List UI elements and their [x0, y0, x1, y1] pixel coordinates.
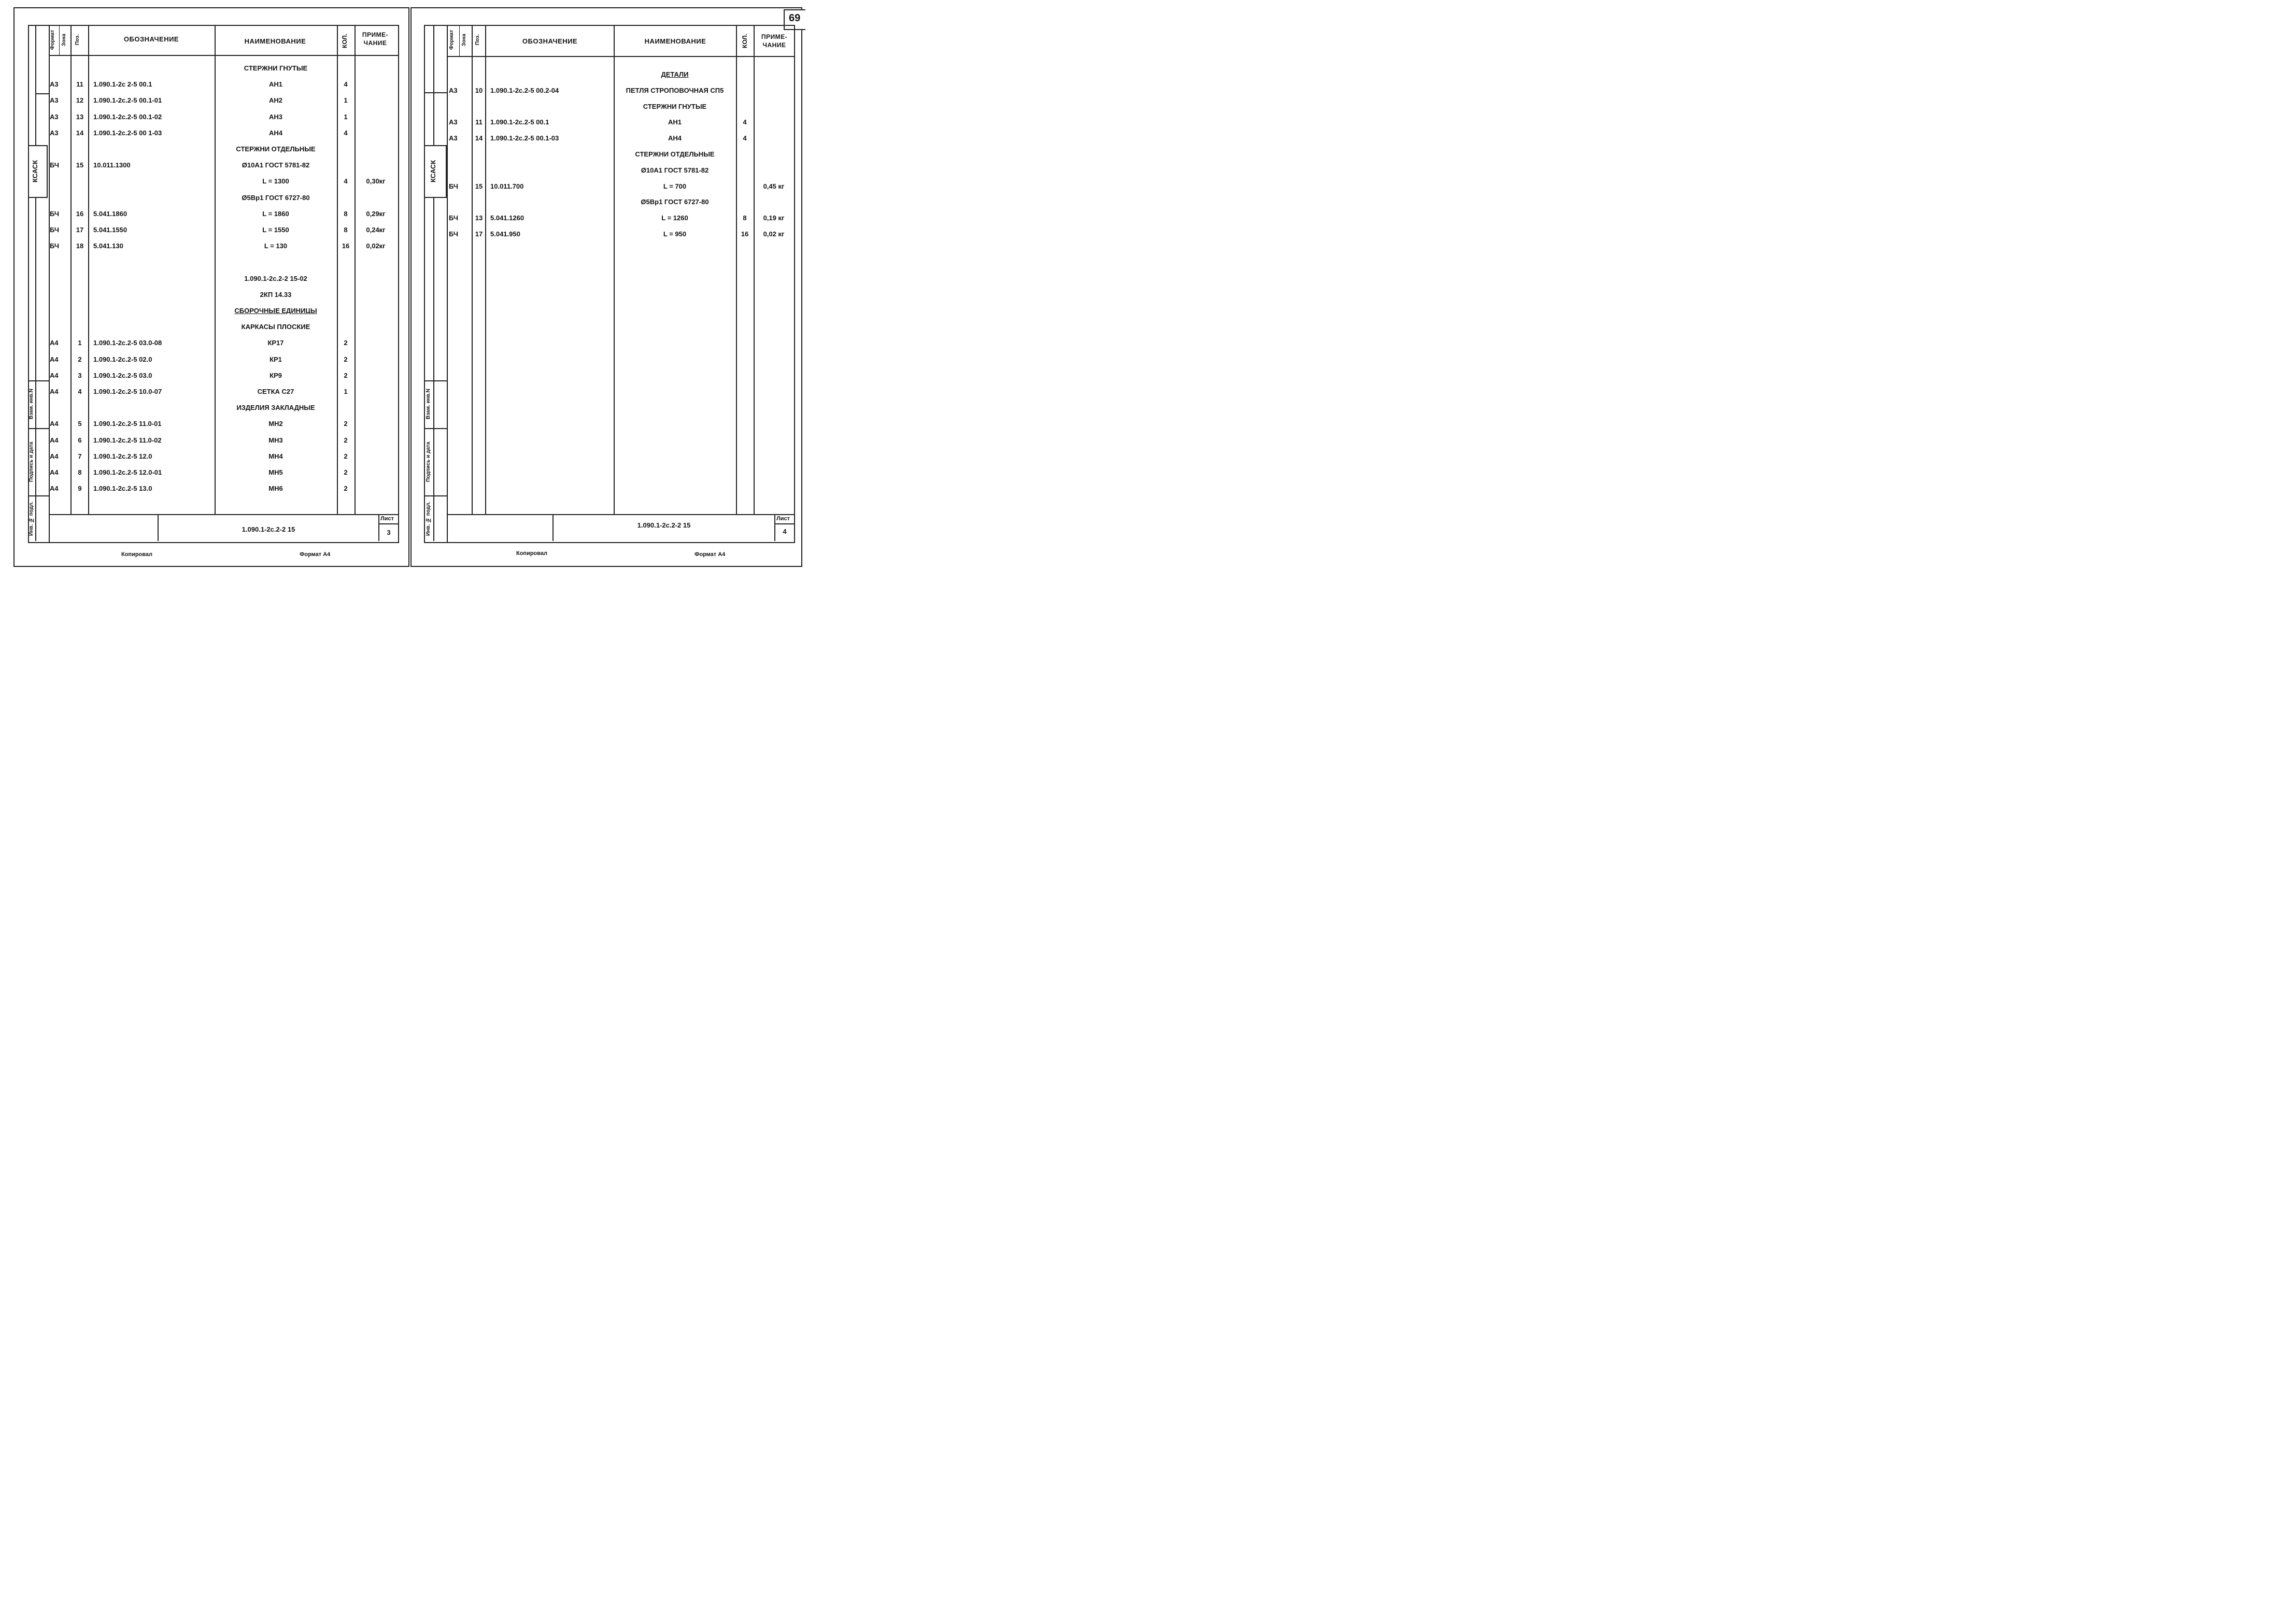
right-row-3-format: А3	[449, 118, 458, 126]
right-sheet-label: Лист	[776, 516, 790, 522]
right-vline-name	[614, 25, 615, 514]
right-row-6-name: Ø10А1 ГОСТ 5781-82	[641, 166, 709, 174]
left-row-22-pos: 5	[78, 420, 82, 428]
left-row-26-format: А4	[50, 485, 59, 493]
left-row-25-designation: 1.090.1-2с.2-5 12.0-01	[93, 468, 162, 476]
left-titleblock-top	[49, 514, 398, 515]
right-side-div	[433, 25, 434, 541]
left-row-0-name: СТЕРЖНИ ГНУТЫЕ	[244, 64, 308, 72]
left-row-20-qty: 1	[344, 388, 348, 395]
left-vline-note	[355, 25, 356, 514]
left-side-top-cut	[35, 93, 49, 94]
left-row-4-qty: 4	[344, 129, 348, 137]
right-row-10-format: БЧ	[449, 230, 458, 238]
left-kcack-label: КСАСК	[31, 160, 39, 182]
right-row-1-format: А3	[449, 86, 458, 94]
left-row-20-pos: 4	[78, 388, 82, 395]
left-row-10-qty: 8	[344, 226, 348, 234]
right-row-7-name: L = 700	[663, 182, 687, 190]
left-row-6-designation: 10.011.1300	[93, 161, 131, 169]
left-spec-sheet	[28, 25, 399, 543]
left-row-20-name: СЕТКА С27	[257, 388, 294, 395]
left-row-23-pos: 6	[78, 436, 82, 444]
left-row-4-format: А3	[50, 129, 59, 137]
left-row-4-designation: 1.090.1-2с.2-5 00 1-03	[93, 129, 162, 137]
left-row-7-qty: 4	[344, 177, 348, 186]
right-row-1-designation: 1.090.1-2с.2-5 00.2-04	[490, 86, 559, 94]
left-row-24-pos: 7	[78, 452, 82, 460]
left-row-10-note: 0,24кг	[366, 226, 386, 234]
left-inv-podl-label: Инв. № подл.	[29, 501, 34, 536]
left-col-zone: Зона	[61, 34, 67, 46]
right-col-zone: Зона	[461, 34, 467, 46]
left-col-name: НАИМЕНОВАНИЕ	[244, 37, 306, 45]
right-sheet-number: 4	[783, 528, 787, 535]
left-row-9-name: L = 1860	[262, 209, 289, 218]
left-row-24-qty: 2	[344, 452, 348, 460]
right-row-7-pos: 15	[475, 182, 483, 190]
right-row-1-name: ПЕТЛЯ СТРОПОВОЧНАЯ СП5	[626, 86, 724, 94]
left-row-11-note: 0,02кг	[366, 242, 386, 250]
right-row-7-designation: 10.011.700	[490, 182, 524, 190]
left-row-10-name: L = 1550	[262, 226, 289, 234]
right-stamp-h1	[424, 380, 447, 381]
right-row-10-note: 0,02 кг	[763, 230, 785, 238]
right-footer-copied: Копировал	[516, 550, 548, 557]
left-row-11-name: L = 130	[264, 242, 288, 250]
left-sheet-label: Лист	[380, 516, 394, 522]
right-col-pos: Поз.	[475, 34, 480, 46]
right-row-3-pos: 11	[475, 118, 483, 126]
left-col-designation: ОБОЗНАЧЕНИЕ	[123, 35, 179, 43]
left-vline-zone	[59, 25, 60, 55]
left-row-5-name: СТЕРЖНИ ОТДЕЛЬНЫЕ	[236, 145, 316, 153]
right-row-3-qty: 4	[743, 118, 747, 126]
left-row-3-designation: 1.090.1-2с.2-5 00.1-02	[93, 112, 162, 121]
left-row-10-designation: 5.041.1550	[93, 226, 127, 234]
left-row-26-qty: 2	[344, 485, 348, 493]
right-row-4-designation: 1.090.1-2с.2-5 00.1-03	[490, 134, 559, 143]
left-row-14-name: 2КП 14.33	[260, 290, 292, 298]
right-kcack-label: КСАСК	[429, 160, 437, 182]
left-row-9-note: 0,29кг	[366, 209, 386, 218]
right-row-2-name: СТЕРЖНИ ГНУТЫЕ	[643, 102, 707, 110]
left-row-1-qty: 4	[344, 80, 348, 89]
left-row-3-qty: 1	[344, 112, 348, 121]
left-row-9-designation: 5.041.1860	[93, 209, 127, 218]
right-titleblock-h	[774, 523, 794, 524]
left-col-qty: КОЛ.	[341, 33, 348, 49]
right-col-format: Формат	[449, 30, 455, 50]
right-row-4-name: АН4	[668, 134, 682, 143]
left-row-9-format: БЧ	[50, 209, 59, 218]
left-row-22-format: А4	[50, 420, 59, 428]
left-row-3-name: АН3	[268, 112, 282, 121]
left-row-20-designation: 1.090.1-2с.2-5 10.0-07	[93, 388, 162, 395]
left-row-25-name: МН5	[268, 468, 283, 476]
left-stamp-h2	[28, 428, 49, 429]
left-footer-copied: Копировал	[121, 551, 153, 558]
left-row-11-pos: 18	[76, 242, 84, 250]
right-row-5-name: СТЕРЖНИ ОТДЕЛЬНЫЕ	[635, 150, 715, 158]
right-vline-design	[485, 25, 486, 514]
right-doc-code: 1.090.1-2с.2-2 15	[637, 521, 691, 529]
left-row-10-pos: 17	[76, 226, 84, 234]
left-row-25-pos: 8	[78, 468, 82, 476]
right-stamp-h2	[424, 428, 447, 429]
left-row-17-pos: 1	[78, 339, 82, 347]
page-number-corner: 69	[789, 12, 801, 24]
right-spec-sheet	[424, 25, 795, 543]
right-row-10-pos: 17	[475, 230, 483, 238]
left-row-18-qty: 2	[344, 355, 348, 363]
left-row-22-designation: 1.090.1-2с.2-5 11.0-01	[93, 420, 162, 428]
left-titleblock-h	[378, 523, 398, 524]
right-row-1-pos: 10	[475, 86, 483, 94]
left-footer-format: Формат А4	[300, 551, 331, 558]
left-titleblock-v2	[378, 514, 379, 541]
left-row-22-name: МН2	[268, 420, 283, 428]
left-row-23-designation: 1.090.1-2с.2-5 11.0-02	[93, 436, 162, 444]
right-titleblock-top	[447, 514, 794, 515]
left-row-6-format: БЧ	[50, 161, 59, 169]
right-podpis-label: Подпись и дата	[426, 442, 431, 482]
left-row-19-pos: 3	[78, 371, 82, 379]
left-row-2-pos: 12	[76, 96, 84, 105]
right-col-name: НАИМЕНОВАНИЕ	[644, 37, 706, 45]
left-row-4-pos: 14	[76, 129, 84, 137]
right-row-3-designation: 1.090.1-2с.2-5 00.1	[490, 118, 549, 126]
left-row-20-format: А4	[50, 388, 59, 395]
left-sheet-number: 3	[387, 529, 391, 536]
left-row-24-format: А4	[50, 452, 59, 460]
left-row-2-qty: 1	[344, 96, 348, 105]
left-row-26-name: МН6	[268, 485, 283, 493]
left-doc-code: 1.090.1-2с.2-2 15	[242, 525, 295, 533]
left-row-24-designation: 1.090.1-2с.2-5 12.0	[93, 452, 152, 460]
left-row-18-designation: 1.090.1-2с.2-5 02.0	[93, 355, 152, 363]
left-row-17-format: А4	[50, 339, 59, 347]
left-row-3-format: А3	[50, 112, 59, 121]
right-vline-pos	[472, 25, 473, 514]
right-row-9-pos: 13	[475, 214, 483, 222]
right-col-note-1: ПРИМЕ-	[761, 33, 788, 40]
right-row-3-name: АН1	[668, 118, 682, 126]
left-header-bottom	[49, 55, 398, 56]
left-row-17-qty: 2	[344, 339, 348, 347]
left-row-18-name: КР1	[270, 355, 282, 363]
left-col-note-1: ПРИМЕ-	[362, 31, 389, 38]
right-inv-podl-label: Инв. № подл.	[426, 501, 431, 536]
left-stamp-h3	[28, 495, 49, 496]
left-row-17-name: КР17	[267, 339, 284, 347]
right-side-top-cut	[424, 92, 447, 93]
right-col-designation: ОБОЗНАЧЕНИЕ	[522, 37, 578, 45]
right-row-9-name: L = 1260	[661, 214, 688, 222]
right-row-9-note: 0,19 кг	[763, 214, 785, 222]
left-row-19-name: КР9	[270, 371, 282, 379]
left-row-2-name: АН2	[268, 96, 282, 105]
right-row-9-qty: 8	[743, 214, 747, 222]
left-row-23-qty: 2	[344, 436, 348, 444]
left-row-2-format: А3	[50, 96, 59, 105]
right-vline-note	[754, 25, 755, 514]
left-col-note-2: ЧАНИЕ	[363, 39, 387, 47]
left-row-23-format: А4	[50, 436, 59, 444]
right-row-4-pos: 14	[475, 134, 483, 143]
left-col-pos: Поз.	[75, 34, 80, 46]
left-row-18-format: А4	[50, 355, 59, 363]
right-row-7-format: БЧ	[449, 182, 458, 190]
left-podpis-label: Подпись и дата	[29, 442, 34, 482]
left-row-26-designation: 1.090.1-2с.2-5 13.0	[93, 485, 152, 493]
right-row-9-designation: 5.041.1260	[490, 214, 525, 222]
left-col-format: Формат	[50, 30, 55, 50]
left-row-24-name: МН4	[268, 452, 283, 460]
left-row-22-qty: 2	[344, 420, 348, 428]
left-row-19-format: А4	[50, 371, 59, 379]
left-row-1-format: А3	[50, 80, 59, 89]
right-vline-zone	[459, 25, 460, 56]
left-row-19-designation: 1.090.1-2с.2-5 03.0	[93, 371, 152, 379]
left-row-11-designation: 5.041.130	[93, 242, 123, 250]
left-row-1-designation: 1.090.1-2с 2-5 00.1	[93, 80, 152, 89]
left-row-3-pos: 13	[76, 112, 84, 121]
right-vzam-inv-label: Взам. инв.N	[426, 389, 431, 420]
right-stamp-h3	[424, 495, 447, 496]
left-vzam-inv-label: Взам. инв.N	[29, 389, 34, 420]
right-row-4-format: А3	[449, 134, 458, 143]
left-row-9-qty: 8	[344, 209, 348, 218]
right-row-7-note: 0,45 кг	[763, 182, 785, 190]
left-row-25-format: А4	[50, 468, 59, 476]
right-col-qty: КОЛ.	[741, 33, 748, 49]
left-row-23-name: МН3	[268, 436, 283, 444]
left-row-2-designation: 1.090.1-2с.2-5 00.1-01	[93, 96, 162, 105]
left-row-17-designation: 1.090.1-2с.2-5 03.0-08	[93, 339, 162, 347]
left-row-11-format: БЧ	[50, 242, 59, 250]
left-row-13-name: 1.090.1-2с.2-2 15-02	[244, 274, 307, 282]
right-row-10-designation: 5.041.950	[490, 230, 520, 238]
left-row-19-qty: 2	[344, 371, 348, 379]
right-footer-format: Формат А4	[695, 551, 726, 558]
left-row-1-pos: 11	[76, 80, 83, 89]
left-row-7-note: 0,30кг	[366, 177, 386, 186]
right-row-10-name: L = 950	[663, 230, 687, 238]
right-header-bottom	[447, 56, 794, 57]
left-row-25-qty: 2	[344, 468, 348, 476]
left-row-21-name: ИЗДЕЛИЯ ЗАКЛАДНЫЕ	[236, 404, 315, 412]
left-row-6-pos: 15	[76, 161, 84, 169]
left-row-1-name: АН1	[268, 80, 282, 89]
right-row-0-name: ДЕТАЛИ	[661, 70, 689, 78]
left-vline-design	[88, 25, 89, 514]
left-row-15-name: СБОРОЧНЫЕ ЕДИНИЦЫ	[234, 307, 317, 315]
left-row-18-pos: 2	[78, 355, 82, 363]
left-stamp-h1	[28, 380, 49, 381]
left-row-16-name: КАРКАСЫ ПЛОСКИЕ	[241, 323, 310, 331]
left-row-26-pos: 9	[78, 485, 82, 493]
left-row-10-format: БЧ	[50, 226, 59, 234]
right-row-8-name: Ø5Вр1 ГОСТ 6727-80	[641, 198, 709, 206]
right-col-note-2: ЧАНИЕ	[762, 41, 786, 49]
left-row-4-name: АН4	[268, 129, 282, 137]
right-vline-qty	[736, 25, 737, 514]
left-row-6-name: Ø10А1 ГОСТ 5781-82	[242, 161, 310, 169]
right-row-9-format: БЧ	[449, 214, 458, 222]
left-row-8-name: Ø5Вр1 ГОСТ 6727-80	[242, 193, 310, 202]
left-row-7-name: L = 1300	[262, 177, 289, 186]
right-row-10-qty: 16	[741, 230, 749, 238]
right-row-4-qty: 4	[743, 134, 747, 143]
left-row-9-pos: 16	[76, 209, 84, 218]
left-side-div	[35, 25, 36, 541]
left-row-11-qty: 16	[342, 242, 350, 250]
